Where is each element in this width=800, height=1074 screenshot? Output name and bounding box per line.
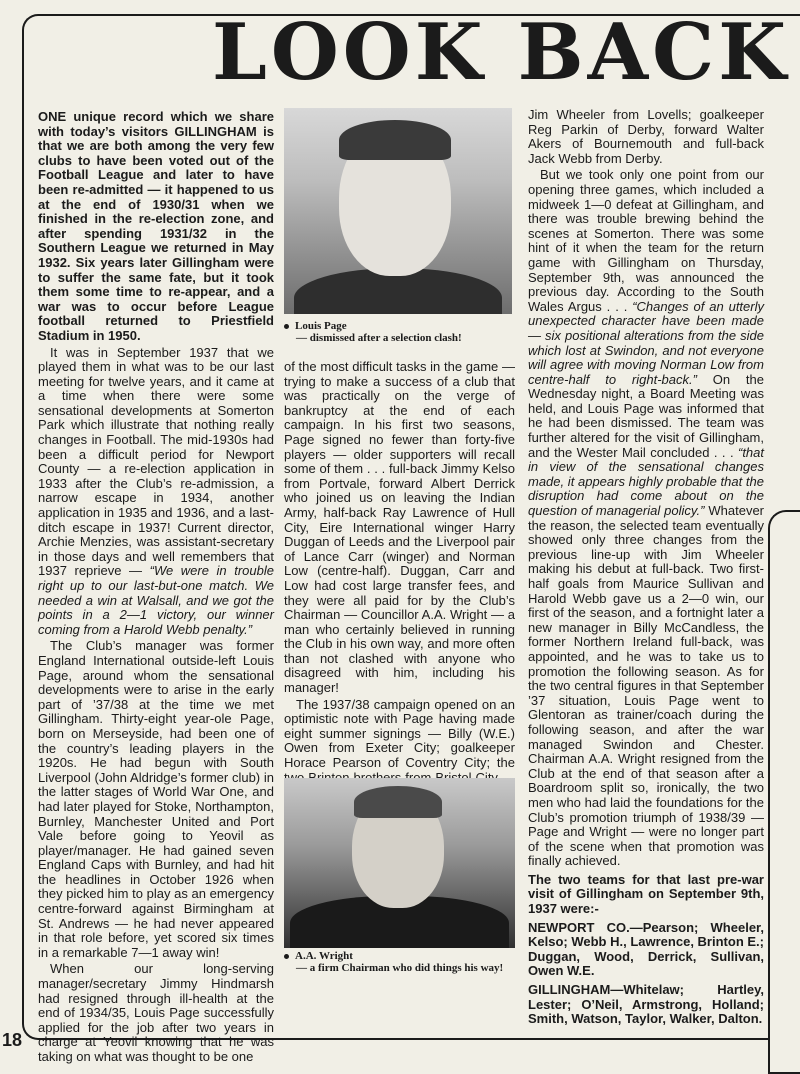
- photo-hair: [354, 786, 442, 818]
- quote: “Changes of an utterly unexpected character have been made — six positional alterations from the side which lost at Swindon, and not everyone will agree with moving Norman Low from centre-half to right-back.”: [528, 298, 764, 387]
- caption-text: — dismissed after a selection clash!: [296, 332, 462, 344]
- paragraph-text: But we took only one point from our opening three games, which included a midweek 1—0 defeat at Gillingham, and there was trouble brewing behind the scenes at Somerton. There was some hint of it when the team for the return game with Gillingham on Thursday, September 9th, was announced the previous day. According to the South Wales Argus . . .: [528, 167, 764, 314]
- column-2: [284, 360, 515, 816]
- photo-hair: [339, 120, 451, 160]
- quote: “We were in trouble right up to our last-but-one match. We needed a win at Walsall, and we got the points in a 2—1 victory, our winner coming from a Harold Webb penalty.”: [38, 563, 274, 637]
- photo-caption: [284, 320, 514, 344]
- paragraph-text: It was in September 1937 that we played them in what was to be our last meeting for twelve years, and it came at a time when there were some sensational developments at Somerton Park which illustrate that nothing really changes in Football. The mid-1930s had been a difficult period for Newport County — a re-election application in 1933 after the Club’s re-admission, a narrow escape in 1934, another application in 1935 and 1936, and a last-ditch escape in 1937! Current director, Archie Menzies, was assistant-secretary in those days and well remembers that 1937 reprieve —: [38, 344, 274, 579]
- paragraph: The 1937/38 campaign opened on an optimistic note with Page having made eight summer signings — Billy (W.E.) Owen from Exeter City; goalkeeper Horace Pearson of Coventry City; the: [284, 696, 515, 771]
- gillingham-lineup: GILLINGHAM—Whitelaw; Hartley, Lester; O’Neil, Armstrong, Holland; Smith, Watson, Taylor, Walker, Dalton.: [528, 982, 764, 1027]
- column-3: [528, 108, 764, 1029]
- paragraph-text: On the Wednesday night, a Board Meeting was held, and Louis Page was informed that he had been dismissed. The team was further altered for the visit of Gillingham, and the Wester Mail concluded . . .: [528, 371, 764, 460]
- bullet-icon: [284, 954, 289, 959]
- paragraph: [528, 168, 764, 869]
- side-tab-decoration: [768, 510, 800, 1074]
- headline: LOOK BACK: [212, 7, 791, 98]
- caption-text: — a firm Chairman who did things his way!: [296, 962, 504, 974]
- paragraph: The Club’s manager was former England International outside-left Louis Page, around whom the sensational developments were to arise in the early part of ’37/38 at the time we met Gillingham. Thirty-eight year-ole Page, born on Merseyside, had been one of the country’s leading players in the 1920s. He had begun with South Liverpool (John Aldridge’s former club) in the latter stages of World War One, and had later played for Stoke, Northampton, Burnley, Manchester United and Port Vale before going to Yeovil as player/manager. He had gained seven England Caps with Burnley, and had hit the headlines in October 1926 when they picked him to play as an emergency centre-forward against Birmingham at St. Andrews — he had never appeared in that role before, yet scored six times in a remarkable 7—1 away win!: [38, 638, 274, 960]
- paragraph: When our long-serving manager/secretary Jimmy Hindmarsh had resigned through ill-health at the end of 1934/35, Louis Page successfully applied for the job after two years in charge at Yeovil knowing that he was taking on what was thought to be one: [38, 961, 274, 1064]
- bullet-icon: [284, 324, 289, 329]
- photo-caption: [284, 950, 514, 974]
- caption-name: Louis Page: [295, 320, 347, 332]
- teams-intro: The two teams for that last pre-war visit of Gillingham on September 9th, 1937 were:-: [528, 871, 764, 917]
- quote: “that in view of the sensational changes made, it appears highly probable that the disruption had come about on the question of managerial policy.”: [528, 444, 764, 519]
- paragraph: [38, 346, 274, 638]
- newport-lineup: NEWPORT CO.—Pearson; Wheeler, Kelso; Webb H., Lawrence, Brinton E.; Duggan, Wood, Derrick, Sullivan, Owen W.E.: [528, 919, 764, 979]
- page-number: 18: [2, 1030, 23, 1050]
- aa-wright-photo: [284, 778, 515, 948]
- paragraph-text: Whatever the reason, the selected team eventually showed only three changes from the previous line-up with Jim Wheeler making his debut at full-back. Two first-half goals from Maurice Sullivan and Harold Webb gave us a 2—0 win, our first of the season, and a fortnight later a new manager in Billy McCandless, the former Northern Ireland full-back, was appointed, and he was to take us to promotion the following season. As for the two central figures in that September ’37 situation, Louis Page went to Glentoran as trainer/coach during the following season, and after the war managed Swindon and Chester. Chairman A.A. Wright resigned from the Club at the end of that season after a Boardroom split so, ironically, the two men who had laid the foundations for the Club’s promotion triumph of 1938/39 — Page and Wright — were no longer part of the scene when that promotion was finally achieved.: [528, 503, 764, 869]
- paragraph: of the most difficult tasks in the game — trying to make a success of a club that was practically on the verge of bankruptcy at the end of each campaign. In his first two seasons, Page signed no fewer than forty-five players — older supporters will recall some of them . . . full-back Jimmy Kelso from Portvale, forward Albert Derrick who joined us on leaving the Indian Army, half-back Ray Lawrence of Hull City, Eire International winger Harry Duggan of Leeds and the Liverpool pair of Lance Carr (winger) and Norman Low (centre-half). Duggan, Carr and Low had cost large transfer fees, and they were all paid for by the Club’s Chairman — Councillor A.A. Wright — a man who certainly believed in running the Club in his own way, and more often than not clashed with anyone who disagreed with him, including his manager!: [284, 359, 515, 696]
- column-1: [38, 110, 274, 1067]
- louis-page-photo: [284, 108, 512, 314]
- paragraph: Jim Wheeler from Lovells; goalkeeper Reg Parkin of Derby, forward Walter Akers of Bournemouth and full-back Jack Webb from Derby.: [528, 107, 764, 166]
- intro-paragraph: ONE unique record which we share with today’s visitors GILLINGHAM is that we are both among the very few clubs to have been voted out of the Football League and later to have been re-admitted — it happened to us at the end of 1930/31 when we finished in the re-election zone, and after spending 1931/32 in the Southern League we returned in May 1932. Six years later Gillingham were to suffer the same fate, but it took them some time to re-appear, and a war was to occur before League football returned to Priestfield Stadium in 1950.: [38, 109, 274, 343]
- caption-name: A.A. Wright: [295, 950, 353, 962]
